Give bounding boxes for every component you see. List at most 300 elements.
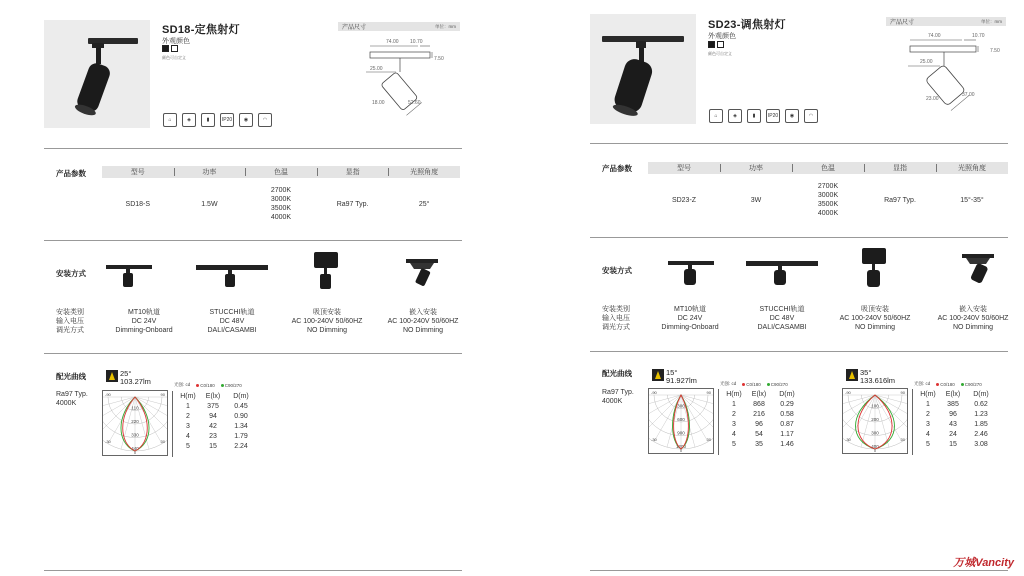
illuminance-table [718, 389, 801, 455]
mount-voltage: AC 100-240V 50/60HZ [291, 318, 363, 325]
polar-spoke [135, 397, 167, 424]
legend-c90-label: C90/270 [224, 382, 242, 388]
cell-d: 0.45 [234, 402, 248, 410]
ring-label: 110 [131, 405, 139, 411]
divider [590, 143, 1008, 144]
legend-c90-label: C90/270 [770, 381, 788, 387]
dim-stem: 25.00 [370, 66, 383, 72]
cell-e: 96 [755, 420, 763, 428]
product-photo [44, 20, 150, 128]
surface-mount-illustration [856, 246, 892, 290]
dim-diameter: 18.00 [372, 100, 385, 106]
mount-dimming: DALI/CASAMBI [757, 324, 807, 331]
mounting-row-labels [56, 308, 84, 335]
cell-e: 15 [209, 442, 217, 450]
stucchi-track-illustration [744, 258, 820, 286]
lux-legend [720, 381, 788, 387]
polar-spoke [681, 395, 713, 433]
brand-logo: 万城Vancity [953, 557, 1014, 569]
cell-h: 3 [926, 420, 930, 428]
divider [44, 570, 462, 571]
mount-dimming: NO Dimming [402, 327, 444, 334]
polar-spoke [843, 395, 875, 433]
cell-e: 385 [947, 400, 959, 408]
col-header: E(lx) [205, 392, 221, 400]
c90-dot-icon [961, 383, 964, 386]
curves-section-label: 配光曲线 [602, 369, 632, 378]
black-swatch [162, 45, 169, 52]
ip-icon: IP20 [766, 109, 780, 123]
dim-track-width: 10.70 [972, 33, 985, 39]
driver-icon: ◉ [239, 113, 253, 127]
row-label-type: 安装类别 [602, 306, 630, 313]
dim-diameter: 23.00 [926, 96, 939, 102]
mount-type: MT10轨道 [128, 309, 160, 316]
beam-badge [846, 369, 895, 385]
dimension-drawing [900, 30, 1004, 112]
certification-icons [163, 113, 272, 127]
beam-lumen: 91.927lm [666, 376, 697, 385]
cell-h: 4 [926, 430, 930, 438]
cell-d: 2.24 [234, 442, 248, 450]
legend-c90-label: C90/270 [964, 381, 982, 387]
mount-option-recessed [928, 305, 1018, 332]
mounting-section-label: 安装方式 [56, 269, 86, 278]
beam-angle-icon [106, 370, 118, 382]
product-photo [590, 14, 696, 124]
dim-track-height: 7.50 [434, 56, 444, 62]
cell-d: 1.79 [234, 432, 248, 440]
ring-label: 900 [677, 430, 685, 436]
legend-c90 [961, 382, 982, 387]
dimensions-header [886, 17, 1006, 26]
dim-stem: 25.00 [920, 59, 933, 65]
beam-angle-icon [846, 369, 858, 381]
polar-chart [102, 390, 168, 456]
dim-body-length: 52.60 [408, 100, 421, 106]
cell-d: 0.62 [974, 400, 988, 408]
ring-label: 1200 [675, 444, 687, 449]
polar-chart-svg [103, 391, 167, 455]
beam-angle: 15° [666, 368, 678, 377]
cell-d: 1.17 [780, 430, 794, 438]
polar-chart [842, 388, 908, 454]
mt10-track-illustration [104, 262, 154, 288]
table-row [177, 421, 255, 431]
mount-voltage: AC 100-240V 50/60HZ [839, 315, 911, 322]
beam-lumen: 103.27lm [120, 377, 151, 386]
home-icon: ⌂ [709, 109, 723, 123]
recessed-mount-illustration [400, 255, 444, 291]
cct-value: 2700K [817, 183, 839, 190]
curve-cct: 4000K [56, 400, 77, 407]
param-header-cri: 显指 [317, 167, 389, 177]
row-label-voltage: 输入电压 [56, 318, 84, 325]
dimensions-unit: 单位：mm [981, 18, 1002, 24]
beam-angle: 25° [120, 369, 132, 378]
row-label-type: 安装类别 [56, 309, 84, 316]
mount-type: 吸顶安装 [861, 306, 889, 313]
cct-value: 3000K [817, 192, 839, 199]
curve-info [602, 388, 634, 406]
cell-d: 1.34 [234, 422, 248, 430]
c90-dot-icon [767, 383, 770, 386]
legend-c0 [742, 382, 761, 387]
cell-h: 2 [732, 410, 736, 418]
table-row [917, 409, 995, 419]
axis-label-left: -90 [105, 392, 111, 397]
lux-legend [914, 381, 982, 387]
polar-spoke [649, 395, 681, 433]
table-row [723, 419, 801, 429]
cell-e: 35 [755, 440, 763, 448]
table-row [917, 429, 995, 439]
polar-spoke [103, 397, 135, 424]
surface-mount-illustration [308, 250, 344, 292]
spotlight-illustration [44, 20, 150, 128]
col-header: D(m) [233, 392, 249, 400]
params-section-label: 产品参数 [602, 164, 632, 173]
ring-label: 330 [131, 432, 139, 438]
polar-spoke [875, 395, 907, 433]
illuminance-table-grid [177, 391, 255, 451]
table-row [177, 431, 255, 441]
table-header-row [723, 389, 801, 399]
c0-dot-icon [936, 383, 939, 386]
mount-type: MT10轨道 [674, 306, 706, 313]
illuminance-table-grid [917, 389, 995, 449]
axis-label-low-left: -30 [105, 439, 111, 444]
curve-cri: Ra97 Typ. [56, 391, 88, 398]
cell-e: 96 [949, 410, 957, 418]
mount-option-recessed [378, 308, 468, 335]
row-label-dimming: 调光方式 [56, 327, 84, 334]
legend-c0-label: C0/180 [200, 382, 215, 388]
ring-label: 400 [871, 444, 879, 449]
cell-e: 15 [949, 440, 957, 448]
curve-cct: 4000K [602, 398, 623, 405]
col-header: H(m) [920, 390, 936, 398]
mount-option-surface [282, 308, 372, 335]
curve-cri: Ra97 Typ. [602, 389, 634, 396]
cell-e: 375 [207, 402, 219, 410]
beam-lumen: 133.616lm [860, 376, 896, 385]
divider [44, 240, 462, 241]
mount-voltage: AC 100-240V 50/60HZ [937, 315, 1009, 322]
cell-h: 5 [732, 440, 736, 448]
cell-d: 2.46 [974, 430, 988, 438]
certification-icons [709, 109, 818, 123]
mount-dimming: Dimming-Onboard [115, 327, 173, 334]
param-header-cct: 色温 [245, 167, 317, 177]
table-row [917, 399, 995, 409]
cell-h: 5 [926, 440, 930, 448]
divider [590, 570, 1008, 571]
cell-h: 1 [732, 400, 736, 408]
param-header-power: 功率 [174, 167, 246, 177]
table-row [723, 439, 801, 449]
col-header: D(m) [779, 390, 795, 398]
param-power: 1.5W [201, 200, 218, 208]
cell-e: 216 [753, 410, 765, 418]
ring-label: 600 [677, 417, 685, 422]
param-cct-list [245, 186, 317, 222]
color-label: 外观颜色 [708, 33, 736, 40]
params-row [102, 184, 460, 224]
table-row [177, 411, 255, 421]
ring-label: 200 [871, 417, 879, 422]
recessed-mount-illustration [956, 250, 1000, 290]
cell-e: 24 [949, 430, 957, 438]
cct-value: 3500K [270, 205, 292, 212]
stucchi-track-illustration [194, 262, 270, 288]
param-header-beam: 光照角度 [936, 163, 1008, 173]
axis-label-right: 90 [900, 390, 905, 395]
param-header-model: 型号 [677, 165, 691, 172]
col-header: E(lx) [945, 390, 961, 398]
polar-spoke [843, 395, 875, 409]
dimensions-title: 产品尺寸 [342, 25, 367, 31]
energy-icon: ▮ [201, 113, 215, 127]
cell-h: 3 [186, 422, 190, 430]
ring-label: 100 [871, 403, 879, 409]
mount-option-mt10 [104, 308, 184, 335]
cell-e: 42 [209, 422, 217, 430]
col-header: H(m) [726, 390, 742, 398]
legend-unit: 光强: cd [720, 381, 737, 386]
divider [44, 353, 462, 354]
row-label-dimming: 调光方式 [602, 324, 630, 331]
divider [590, 237, 1008, 238]
dimensions-title: 产品尺寸 [890, 20, 915, 26]
mount-type: STUCCHI轨道 [209, 309, 255, 316]
mount-dimming: NO Dimming [306, 327, 348, 334]
axis-label-left: -90 [845, 390, 851, 395]
cct-value: 3000K [270, 196, 292, 203]
color-note: 颜色可自定义 [162, 55, 186, 60]
mount-type: STUCCHI轨道 [759, 306, 805, 313]
mount-option-mt10 [650, 305, 730, 332]
mount-voltage: DC 24V [131, 318, 157, 325]
param-cri: Ra97 Typ. [336, 200, 369, 208]
catalog-page-sd23 [512, 0, 1024, 576]
ip-icon: IP20 [220, 113, 234, 127]
mount-voltage: DC 48V [219, 318, 245, 325]
polar-chart-svg [843, 389, 907, 453]
legend-c0-label: C0/180 [746, 381, 761, 387]
legend-c0-label: C0/180 [940, 381, 955, 387]
axis-label-low-right: 30 [706, 437, 711, 442]
mount-dimming: Dimming-Onboard [661, 324, 719, 331]
params-section-label: 产品参数 [56, 169, 86, 178]
legend-unit: 光强: cd [914, 381, 931, 386]
cell-d: 0.29 [780, 400, 794, 408]
illuminance-table [912, 389, 995, 455]
mount-option-surface [830, 305, 920, 332]
mount-option-stucchi [742, 305, 822, 332]
curve-info [56, 390, 88, 408]
c0-dot-icon [742, 383, 745, 386]
polar-chart [648, 388, 714, 454]
axis-label-right: 90 [706, 390, 711, 395]
beam-badge [106, 370, 151, 386]
col-header: D(m) [973, 390, 989, 398]
dimensions-unit: 单位：mm [435, 23, 456, 29]
mount-dimming: DALI/CASAMBI [207, 327, 257, 334]
cell-e: 94 [209, 412, 217, 420]
ring-label: 300 [677, 403, 685, 409]
axis-label-low-right: 30 [160, 439, 165, 444]
dimension-drawing [360, 34, 460, 120]
ce-mark-icon: ◈ [182, 113, 196, 127]
params-header [648, 162, 1008, 174]
dim-length: 74.00 [386, 39, 399, 45]
params-header [102, 166, 460, 178]
param-header-beam: 光照角度 [388, 167, 460, 177]
table-row [177, 441, 255, 451]
curves-section-label: 配光曲线 [56, 372, 86, 381]
param-header-model: 型号 [130, 169, 145, 176]
cell-h: 1 [926, 400, 930, 408]
cell-d: 1.85 [974, 420, 988, 428]
param-header-cct: 色温 [792, 163, 864, 173]
col-header: H(m) [180, 392, 196, 400]
param-cri: Ra97 Typ. [884, 196, 916, 204]
cell-h: 5 [186, 442, 190, 450]
axis-label-bottom: 0 [133, 450, 137, 455]
cell-h: 2 [926, 410, 930, 418]
color-swatches [708, 41, 724, 48]
ce-mark-icon: ◈ [728, 109, 742, 123]
divider [590, 351, 1008, 352]
axis-label-left: -90 [651, 390, 657, 395]
polar-spoke [875, 395, 907, 409]
table-header-row [177, 391, 255, 401]
legend-c90 [221, 383, 242, 388]
mount-voltage: DC 48V [769, 315, 795, 322]
param-model: SD23-Z [671, 196, 697, 204]
cell-h: 3 [732, 420, 736, 428]
illuminance-table-grid [723, 389, 801, 449]
cell-h: 4 [186, 432, 190, 440]
dim-body-length: 37.00 [962, 92, 975, 98]
cell-e: 868 [753, 400, 765, 408]
dimmable-icon: ◠ [258, 113, 272, 127]
color-swatches [162, 45, 178, 52]
axis-label-bottom: 0 [873, 448, 877, 453]
param-beam: 25° [418, 200, 430, 208]
illuminance-table [172, 391, 255, 457]
ring-label: 440 [131, 446, 139, 451]
axis-label-right: 90 [160, 392, 165, 397]
cell-e: 43 [949, 420, 957, 428]
white-swatch [717, 41, 724, 48]
c0-dot-icon [196, 384, 199, 387]
cell-d: 0.58 [780, 410, 794, 418]
mt10-track-illustration [666, 258, 716, 286]
product-title: SD23-调焦射灯 [708, 19, 786, 31]
beam-badge [652, 369, 697, 385]
table-row [723, 429, 801, 439]
legend-c0 [196, 383, 215, 388]
cell-e: 54 [755, 430, 763, 438]
dimmable-icon: ◠ [804, 109, 818, 123]
divider [44, 148, 462, 149]
cell-h: 1 [186, 402, 190, 410]
mount-type: 嵌入安装 [959, 306, 987, 313]
color-note: 颜色可自定义 [708, 51, 732, 56]
mount-option-stucchi [192, 308, 272, 335]
cct-value: 4000K [817, 210, 839, 217]
cell-e: 23 [209, 432, 217, 440]
params-row [648, 180, 1008, 220]
mount-type: 吸顶安装 [313, 309, 341, 316]
table-row [917, 439, 995, 449]
mounting-section-label: 安装方式 [602, 266, 632, 275]
spotlight-illustration [590, 14, 696, 124]
axis-label-low-right: 30 [900, 437, 905, 442]
product-title: SD18-定焦射灯 [162, 24, 240, 36]
mount-voltage: DC 24V [677, 315, 703, 322]
beam-angle-icon [652, 369, 664, 381]
param-header-power: 功率 [720, 163, 792, 173]
param-beam: 15°-35° [960, 196, 984, 204]
cell-h: 2 [186, 412, 190, 420]
axis-label-low-left: -30 [845, 437, 851, 442]
row-label-voltage: 输入电压 [602, 315, 630, 322]
cct-value: 2700K [270, 187, 292, 194]
ring-label: 220 [131, 419, 139, 424]
cell-d: 1.23 [974, 410, 988, 418]
lux-legend [174, 382, 242, 388]
white-swatch [171, 45, 178, 52]
cell-d: 3.08 [974, 440, 988, 448]
table-row [723, 399, 801, 409]
dim-track-width: 10.70 [410, 39, 423, 45]
legend-c90 [767, 382, 788, 387]
color-label: 外观颜色 [162, 38, 190, 45]
table-row [723, 409, 801, 419]
cell-h: 4 [732, 430, 736, 438]
dim-length: 74.00 [928, 33, 941, 39]
cell-d: 0.90 [234, 412, 248, 420]
cell-d: 0.87 [780, 420, 794, 428]
axis-label-low-left: -30 [651, 437, 657, 442]
mount-type: 嵌入安装 [409, 309, 437, 316]
mounting-row-labels [602, 305, 630, 332]
mount-voltage: AC 100-240V 50/60HZ [387, 318, 459, 325]
table-row [917, 419, 995, 429]
beam-angle: 35° [860, 368, 872, 377]
cell-d: 1.46 [780, 440, 794, 448]
col-header: E(lx) [751, 390, 767, 398]
mount-dimming: NO Dimming [854, 324, 896, 331]
param-cct-list [792, 182, 864, 218]
polar-chart-svg [649, 389, 713, 453]
home-icon: ⌂ [163, 113, 177, 127]
energy-icon: ▮ [747, 109, 761, 123]
param-power: 3W [750, 196, 762, 204]
mount-dimming: NO Dimming [952, 324, 994, 331]
dim-track-height: 7.50 [990, 48, 1000, 54]
ring-label: 300 [871, 430, 879, 436]
legend-c0 [936, 382, 955, 387]
c90-dot-icon [221, 384, 224, 387]
legend-unit: 光强: cd [174, 382, 191, 387]
driver-icon: ◉ [785, 109, 799, 123]
cct-value: 3500K [817, 201, 839, 208]
table-header-row [917, 389, 995, 399]
